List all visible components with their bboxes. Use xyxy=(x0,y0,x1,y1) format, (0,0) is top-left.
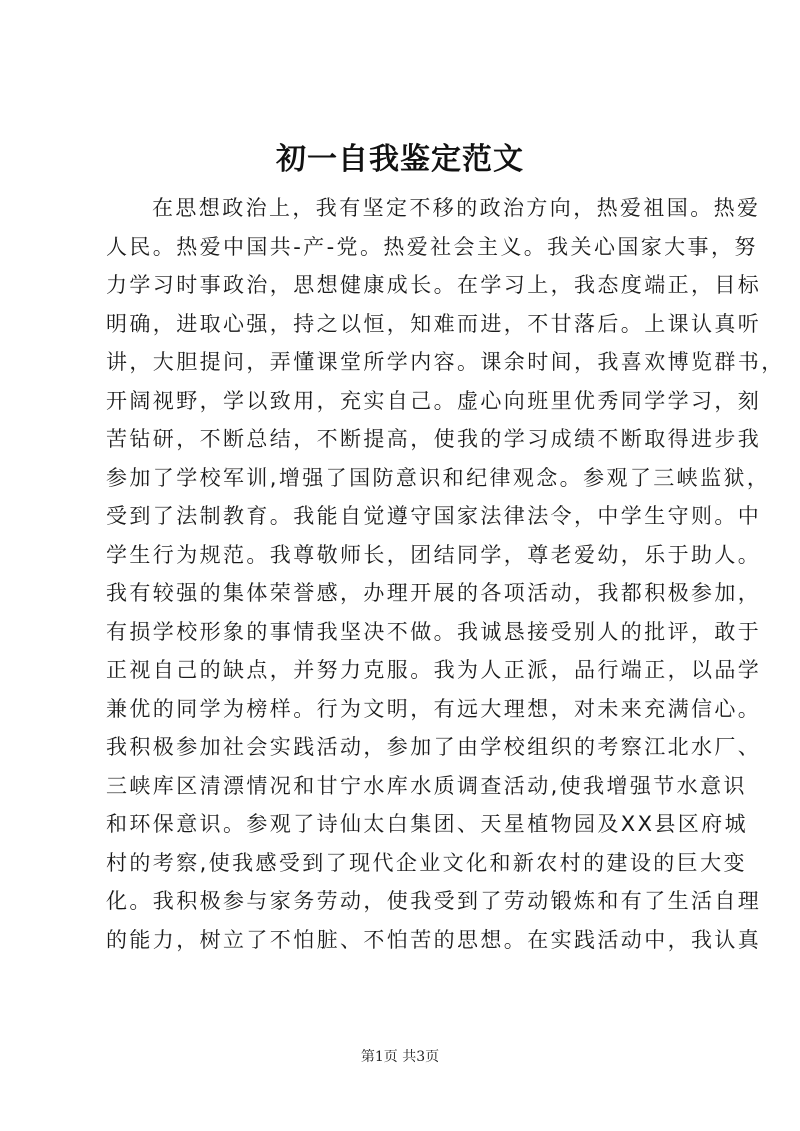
body-line: 三峡库区清漂情况和甘宁水库水质调查活动,使我增强节水意识 xyxy=(106,773,747,798)
body-line: 苦钻研，不断总结，不断提高，使我的学习成绩不断取得进步我 xyxy=(106,427,762,451)
body-line: 村的考察,使我感受到了现代企业文化和新农村的建设的巨大变 xyxy=(106,850,747,875)
body-line: 参加了学校军训,增强了国防意识和纪律观念。参观了三峡监狱， xyxy=(106,465,771,490)
body-line: 我有较强的集体荣誉感，办理开展的各项活动，我都积极参加， xyxy=(106,581,762,605)
body-line: 化。我积极参与家务劳动，使我受到了劳动锻炼和有了生活自理 xyxy=(106,889,762,913)
body-line: 学生行为规范。我尊敬师长，团结同学，尊老爱幼，乐于助人。 xyxy=(106,542,762,567)
page-number-footer: 第1页 共3页 xyxy=(360,1049,440,1065)
body-line: 的能力，树立了不怕脏、不怕苦的思想。在实践活动中，我认真 xyxy=(106,927,762,952)
body-line: 有损学校形象的事情我坚决不做。我诚恳接受别人的批评，敢于 xyxy=(106,619,762,644)
document-title: 初一自我鉴定范文 xyxy=(276,142,524,177)
body-line: 人民。热爱中国共-产-党。热爱社会主义。我关心国家大事，努 xyxy=(106,234,758,259)
body-line: 力学习时事政治，思想健康成长。在学习上，我态度端正，目标 xyxy=(106,273,762,297)
body-line: 兼优的同学为榜样。行为文明，有远大理想，对未来充满信心。 xyxy=(106,696,762,721)
body-line: 开阔视野，学以致用，充实自己。虚心向班里优秀同学学习，刻 xyxy=(106,388,762,413)
body-line: 明确，进取心强，持之以恒，知难而进，不甘落后。上课认真听 xyxy=(106,311,762,336)
body-line: 在思想政治上，我有坚定不移的政治方向，热爱祖国。热爱 xyxy=(152,196,761,220)
body-line: 受到了法制教育。我能自觉遵守国家法律法令，中学生守则。中 xyxy=(106,504,762,528)
body-line: 我积极参加社会实践活动，参加了由学校组织的考察江北水厂、 xyxy=(106,735,762,759)
document-body xyxy=(106,189,785,959)
body-line: 和环保意识。参观了诗仙太白集团、天星植物园及XX县区府城 xyxy=(106,812,748,836)
body-line: 正视自己的缺点，并努力克服。我为人正派，品行端正，以品学 xyxy=(106,658,762,682)
body-line: 讲，大胆提问，弄懂课堂所学内容。课余时间，我喜欢博览群书， xyxy=(106,350,785,374)
